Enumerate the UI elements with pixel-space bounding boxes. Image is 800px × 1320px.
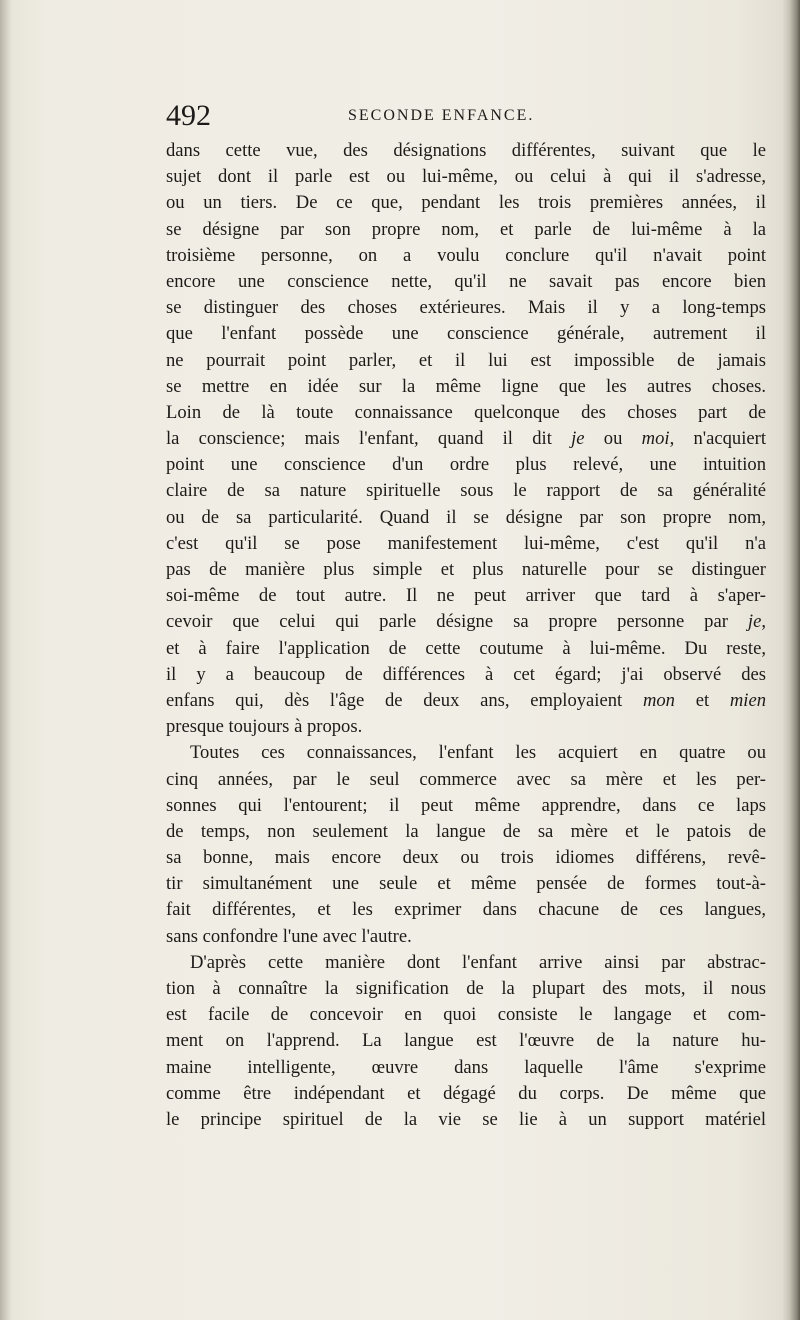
page-number: 492 xyxy=(166,99,211,132)
text-line: tir simultanément une seule et même pensée de formes tout-à- xyxy=(166,873,766,895)
text-line: de temps, non seulement la langue de sa mère et le patois de xyxy=(166,820,766,842)
text-line: D'après cette manière dont l'enfant arrive ainsi par abstrac- xyxy=(190,951,766,973)
text-line: soi-même de tout autre. Il ne peut arriver que tard à s'aper- xyxy=(166,585,766,607)
text-line: ment on l'apprend. La langue est l'œuvre de la nature hu- xyxy=(166,1030,766,1052)
text-line: que l'enfant possède une conscience générale, autrement il xyxy=(166,323,766,345)
text-line: encore une conscience nette, qu'il ne savait pas encore bien xyxy=(166,270,766,292)
text-line: se distinguer des choses extérieures. Mais il y a long-temps xyxy=(166,297,766,319)
text-line: il y a beaucoup de différences à cet égard; j'ai observé des xyxy=(166,663,766,685)
text-line: cevoir que celui qui parle désigne sa propre personne par je, xyxy=(166,611,766,633)
text-line: se désigne par son propre nom, et parle de lui-même à la xyxy=(166,218,766,240)
text-line: sujet dont il parle est ou lui-même, ou celui à qui il s'adresse, xyxy=(166,166,766,188)
text-line: ne pourrait point parler, et il lui est impossible de jamais xyxy=(166,349,766,371)
text-line: pas de manière plus simple et plus naturelle pour se distinguer xyxy=(166,559,766,580)
text-line: Loin de là toute connaissance quelconque des choses part de xyxy=(166,401,766,423)
text-line: sans confondre l'une avec l'autre. xyxy=(166,925,412,947)
text-line: comme être indépendant et dégagé du corps. De même que xyxy=(166,1082,766,1104)
text-line: presque toujours à propos. xyxy=(166,716,363,738)
page-left-edge xyxy=(0,0,12,1320)
page-header xyxy=(166,96,766,136)
text-line: dans cette vue, des désignations différentes, suivant que le xyxy=(166,140,766,161)
text-line: point une conscience d'un ordre plus relevé, une intuition xyxy=(166,454,766,476)
running-head: SECONDE ENFANCE. xyxy=(348,107,535,124)
text-line: est facile de concevoir en quoi consiste le langage et com- xyxy=(166,1004,766,1026)
page-binding-gutter xyxy=(782,0,800,1320)
text-line: sonnes qui l'entourent; il peut même apprendre, dans ce laps xyxy=(166,794,766,816)
text-line: se mettre en idée sur la même ligne que les autres choses. xyxy=(166,375,766,397)
text-line: la conscience; mais l'enfant, quand il dit je ou moi, n'acquiert xyxy=(166,428,766,450)
text-line: ou de sa particularité. Quand il se désigne par son propre nom, xyxy=(166,506,766,528)
text-line: fait différentes, et les exprimer dans chacune de ces langues, xyxy=(166,899,766,921)
text-line: et à faire l'application de cette coutume à lui-même. Du reste, xyxy=(166,637,766,659)
text-line: maine intelligente, œuvre dans laquelle l'âme s'exprime xyxy=(166,1056,766,1078)
text-line: Toutes ces connaissances, l'enfant les acquiert en quatre ou xyxy=(190,742,766,764)
text-line: c'est qu'il se pose manifestement lui-même, c'est qu'il n'a xyxy=(166,532,766,554)
text-line: sa bonne, mais encore deux ou trois idiomes différens, revê- xyxy=(166,847,766,869)
text-line: tion à connaître la signification de la plupart des mots, il nous xyxy=(166,978,766,999)
text-line: ou un tiers. De ce que, pendant les trois premières années, il xyxy=(166,192,766,214)
text-line: cinq années, par le seul commerce avec sa mère et les per- xyxy=(166,768,766,790)
text-line: troisième personne, on a voulu conclure qu'il n'avait point xyxy=(166,244,766,266)
text-line: le principe spirituel de la vie se lie à un support matériel xyxy=(166,1108,766,1130)
body-text xyxy=(166,138,766,1133)
text-line: enfans qui, dès l'âge de deux ans, employaient mon et mien xyxy=(166,689,767,711)
text-line: claire de sa nature spirituelle sous le rapport de sa généralité xyxy=(166,480,766,502)
